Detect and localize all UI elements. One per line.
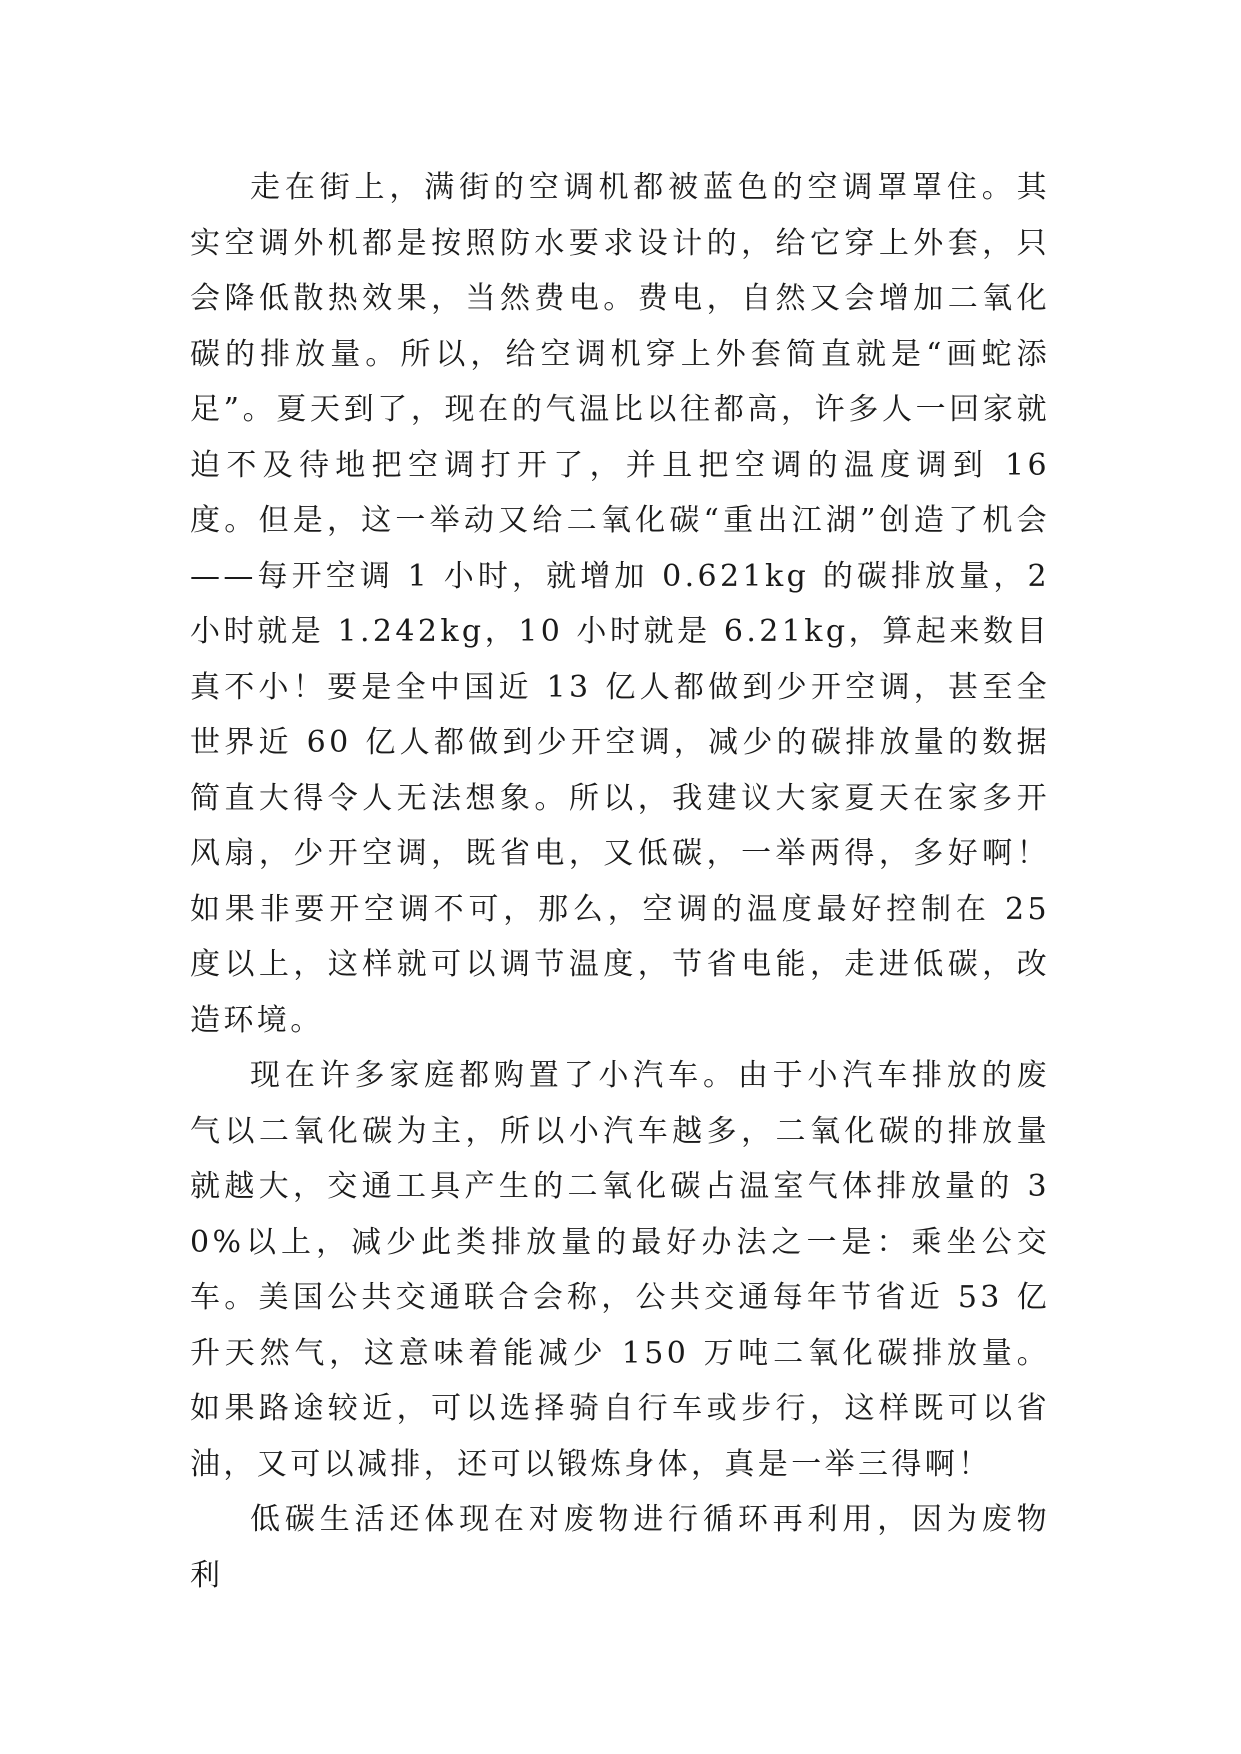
paragraph-air-conditioning: 走在街上，满街的空调机都被蓝色的空调罩罩住。其实空调外机都是按照防水要求设计的，给它穿上外套，只会降低散热效果，当然费电。费电，自然又会增加二氧化碳的排放量。所以，给空调机穿上外套简直就是“画蛇添足”。夏天到了，现在的气温比以往都高，许多人一回家就迫不及待地把空调打开了，并且把空调的温度调到 16 度。但是，这一举动又给二氧化碳“重出江湖”创造了机会——每开空调 1 小时，就增加 0.621kg 的碳排放量，2 小时就是 1.242kg，10 小时就是 6.21kg，算起来数目真不小！要是全中国近 13 亿人都做到少开空调，甚至全世界近 60 亿人都做到少开空调，减少的碳排放量的数据简直大得令人无法想象。所以，我建议大家夏天在家多开风扇，少开空调，既省电，又低碳，一举两得，多好啊！如果非要开空调不可，那么，空调的温度最好控制在 25 度以上，这样就可以调节温度，节省电能，走进低碳，改造环境。	[190, 170, 1050, 1038]
document-body	[190, 160, 1050, 1603]
paragraph-cars-public-transport: 现在许多家庭都购置了小汽车。由于小汽车排放的废气以二氧化碳为主，所以小汽车越多，二氧化碳的排放量就越大，交通工具产生的二氧化碳占温室气体排放量的 30%以上，减少此类排放量的最好办法之一是：乘坐公交车。美国公共交通联合会称，公共交通每年节省近 53 亿升天然气，这意味着能减少 150 万吨二氧化碳排放量。如果路途较近，可以选择骑自行车或步行，这样既可以省油，又可以减排，还可以锻炼身体，真是一举三得啊！	[190, 1058, 1050, 1482]
paragraph-recycling: 低碳生活还体现在对废物进行循环再利用，因为废物利	[190, 1502, 1050, 1593]
